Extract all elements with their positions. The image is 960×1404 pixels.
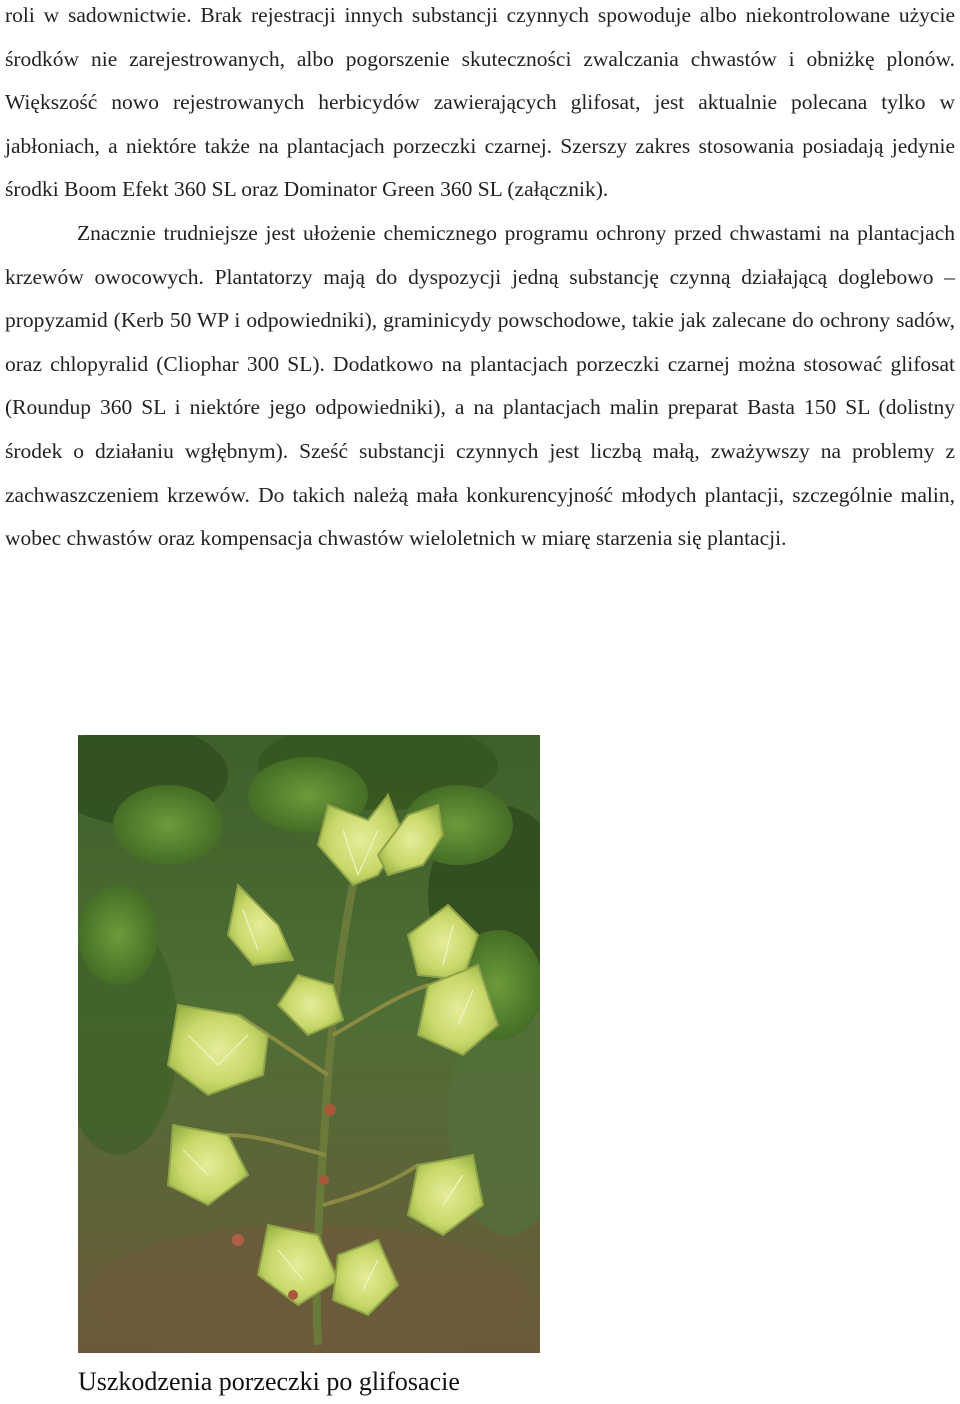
figure-caption: Uszkodzenia porzeczki po glifosacie [78, 1367, 460, 1396]
paragraph-2: Znacznie trudniejsze jest ułożenie chemicznego programu ochrony przed chwastami na plantacjach krzewów owocowych. Plantatorzy mają do dyspozycji jedną substancję czynną działającą doglebowo – propyzamid (Kerb 50 WP i odpowiedniki), graminicydy powschodowe, takie jak zalecane do ochrony sadów, oraz chlopyralid (Cliophar 300 SL). Dodatkowo na plantacjach porzeczki czarnej można stosować glifosat (Roundup 360 SL i niektóre jego odpowiedniki), a na plantacjach malin preparat Basta 150 SL (dolistny środek o działaniu wgłębnym). Sześć substancji czynnych jest liczbą małą, zważywszy na problemy z zachwaszczeniem krzewów. Do takich należą mała konkurencyjność młodych plantacji, szczególnie malin, wobec chwastów oraz kompensacja chwastów wieloletnich w miarę starzenia się plantacji. [5, 220, 955, 551]
body-text [5, 0, 955, 561]
paragraph-1: roli w sadownictwie. Brak rejestracji innych substancji czynnych spowoduje albo niekontrolowane użycie środków nie zarejestrowanych, albo pogorszenie skuteczności zwalczania chwastów i obniżkę plonów. Większość nowo rejestrowanych herbicydów zawierających glifosat, jest aktualnie polecana tylko w jabłoniach, a niektóre także na plantacjach porzeczki czarnej. Szerszy zakres stosowania posiadają jedynie środki Boom Efekt 360 SL oraz Dominator Green 360 SL (załącznik). [5, 3, 955, 202]
currant-damage-photo [78, 735, 540, 1353]
